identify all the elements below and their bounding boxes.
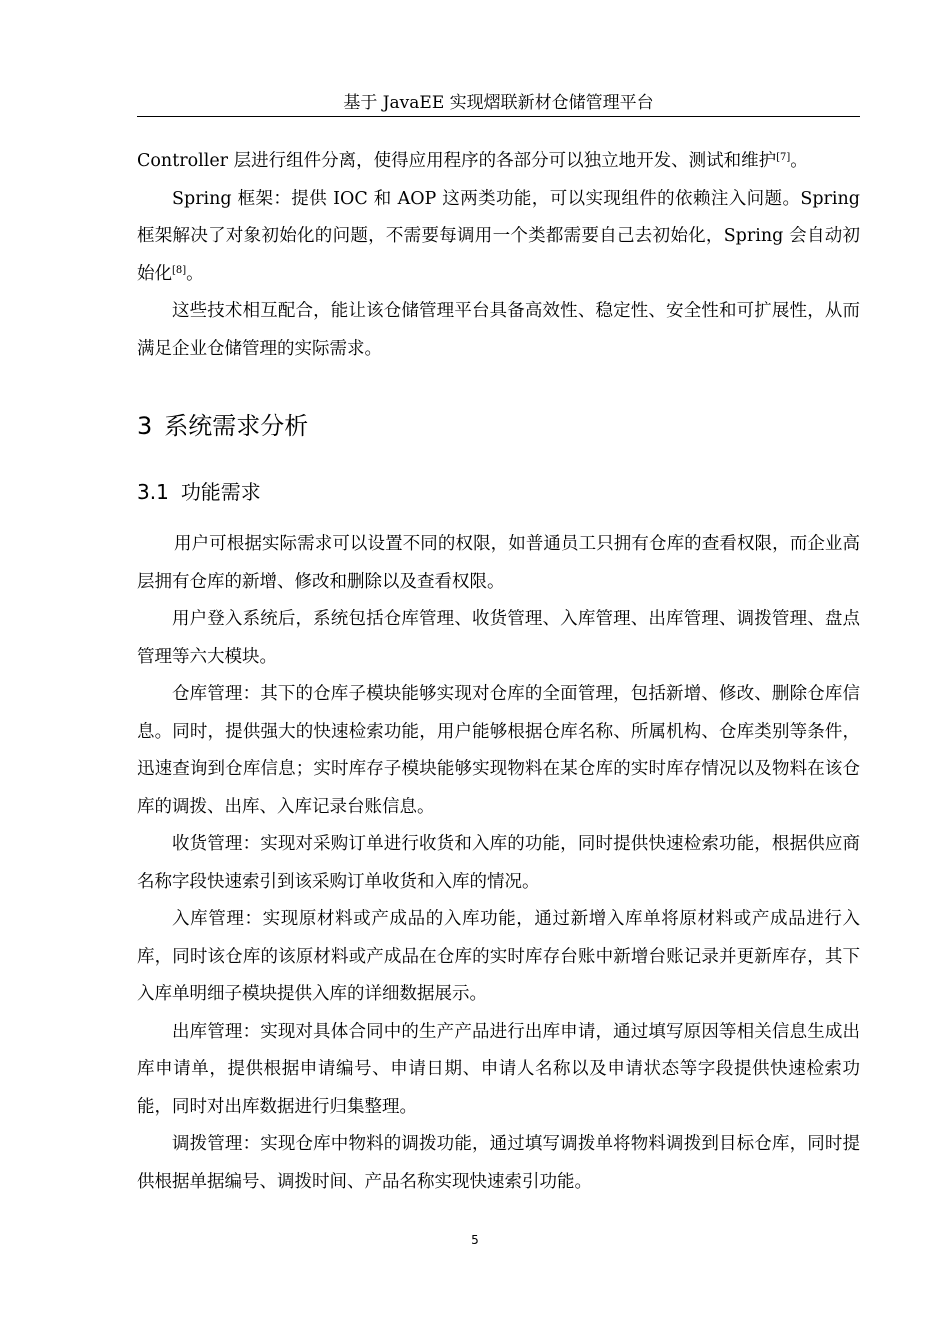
citation-8: [8] bbox=[172, 264, 187, 276]
section-title: 系统需求分析 bbox=[164, 412, 309, 440]
paragraph-modules: 用户登入系统后，系统包括仓库管理、收货管理、入库管理、出库管理、调拨管理、盘点管理等六大模块。 bbox=[137, 609, 860, 667]
paragraph-summary: 这些技术相互配合，能让该仓储管理平台具备高效性、稳定性、安全性和可扩展性，从而满足企业仓储管理的实际需求。 bbox=[137, 301, 860, 359]
subsection-heading bbox=[137, 478, 860, 506]
section-heading bbox=[137, 410, 860, 442]
paragraph-controller: Controller 层进行组件分离，使得应用程序的各部分可以独立地开发、测试和维护[7]。 bbox=[137, 151, 808, 171]
subsection-title: 功能需求 bbox=[180, 480, 261, 504]
page-body bbox=[137, 143, 860, 1201]
page-number: 5 bbox=[471, 1233, 479, 1247]
section-number: 3 bbox=[137, 412, 153, 440]
paragraph-outbound-management: 出库管理：实现对具体合同中的生产产品进行出库申请，通过填写原因等相关信息生成出库申请单，提供根据申请编号、申请日期、申请人名称以及申请状态等字段提供快速检索功能，同时对出库数据进行归集整理。 bbox=[137, 1021, 860, 1117]
running-header bbox=[137, 92, 860, 117]
paragraph-permissions: 用户可根据实际需求可以设置不同的权限，如普通员工只拥有仓库的查看权限，而企业高层拥有仓库的新增、修改和删除以及查看权限。 bbox=[137, 534, 860, 592]
header-title: 基于 JavaEE 实现熠联新材仓储管理平台 bbox=[343, 93, 654, 113]
paragraph-receiving-management: 收货管理：实现对采购订单进行收货和入库的功能，同时提供快速检索功能，根据供应商名称字段快速索引到该采购订单收货和入库的情况。 bbox=[137, 834, 860, 892]
paragraph-inbound-management: 入库管理：实现原材料或产成品的入库功能，通过新增入库单将原材料或产成品进行入库，同时该仓库的该原材料或产成品在仓库的实时库存台账中新增台账记录并更新库存，其下入库单明细子模块提供入库的详细数据展示。 bbox=[137, 909, 860, 1004]
paragraph-transfer-management: 调拨管理：实现仓库中物料的调拨功能，通过填写调拨单将物料调拨到目标仓库，同时提供根据单据编号、调拨时间、产品名称实现快速索引功能。 bbox=[137, 1134, 860, 1192]
paragraph-warehouse-management: 仓库管理：其下的仓库子模块能够实现对仓库的全面管理，包括新增、修改、删除仓库信息。同时，提供强大的快速检索功能，用户能够根据仓库名称、所属机构、仓库类别等条件，迅速查询到仓库信息；实时库存子模块能够实现物料在某仓库的实时库存情况以及物料在该仓库的调拨、出库、入库记录台账信息。 bbox=[137, 684, 860, 817]
paragraph-spring: Spring 框架：提供 IOC 和 AOP 这两类功能，可以实现组件的依赖注入问题。Spring 框架解决了对象初始化的问题，不需要每调用一个类都需要自己去初始化，Spring 会自动初始化[8]。 bbox=[137, 188, 860, 284]
subsection-number: 3.1 bbox=[137, 480, 169, 504]
citation-7: [7] bbox=[776, 152, 791, 163]
